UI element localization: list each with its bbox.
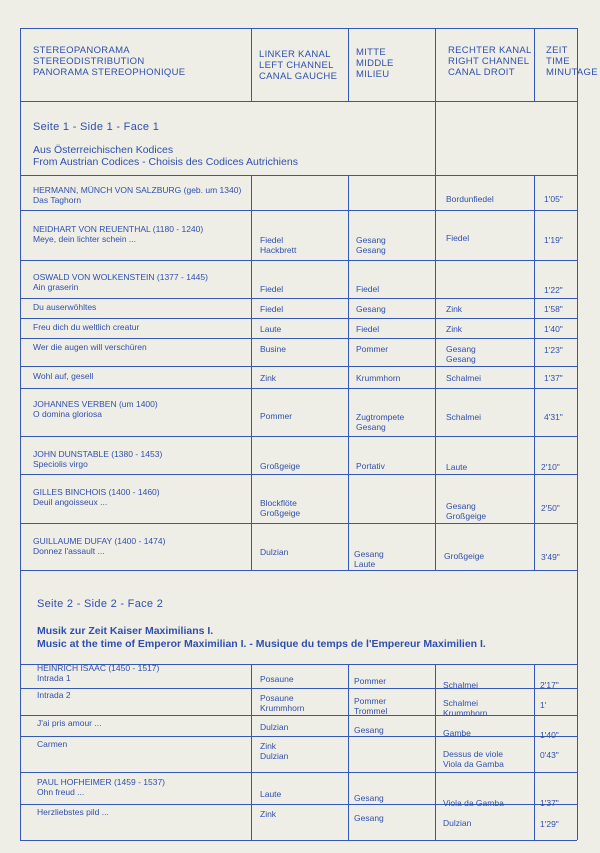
right-channel-cell: Schalmei [446,412,481,422]
rule [20,736,577,737]
rule [20,388,577,389]
duration: 1'19" [544,235,563,245]
middle-cell: Portativ [356,461,385,471]
left-channel-cell: Großgeige [260,461,301,471]
duration: 1'37" [544,373,563,383]
middle-cell: Gesang Laute [354,549,384,569]
track-title: JOHN DUNSTABLE (1380 - 1453) Speciolis virgo [33,449,163,469]
rule [20,366,577,367]
duration: 0'43" [540,750,559,760]
side-1-heading: Seite 1 - Side 1 - Face 1 [33,121,160,133]
rule [20,436,577,437]
left-channel-cell: Laute [260,324,282,334]
header-right-channel: RECHTER KANAL RIGHT CHANNEL CANAL DROIT [448,45,532,78]
left-channel-cell: Laute [260,789,282,799]
right-channel-cell: Gambe [443,728,471,738]
middle-cell: Gesang [354,725,384,735]
rule [20,318,577,319]
duration: 2'50" [541,503,560,513]
header-title: STEREOPANORAMA STEREODISTRIBUTION PANORAMA STEREOPHONIQUE [33,45,186,78]
left-channel-cell: Dulzian [260,722,289,732]
left-channel-cell: Dulzian [260,547,289,557]
track-title: Freu dich du weltlich creatur [33,322,140,332]
middle-cell: Gesang [354,813,384,823]
rule-top [20,28,577,29]
rule-col [534,664,535,840]
duration: 2'17" [540,680,559,690]
track-title: HERMANN, MÜNCH VON SALZBURG (geb. um 1340) Das Taghorn [33,185,242,205]
side-2-subtitle: Musik zur Zeit Kaiser Maximilians I. Music at the time of Emperor Maximilian I. - Musique du temps de l'Empereur Maximilien I. [37,625,486,650]
left-channel-cell: Busine [260,344,286,354]
right-channel-cell: Dulzian [443,818,472,828]
rule-left [20,28,21,840]
rule-col [435,28,436,570]
rule-col [251,664,252,840]
duration: 1'58" [544,304,563,314]
duration: 1'40" [544,324,563,334]
header-middle: MITTE MIDDLE MILIEU [356,47,394,80]
middle-cell: Pommer [356,344,389,354]
duration: 3'49" [541,552,560,562]
rule [20,688,577,689]
rule [20,210,577,211]
rule-col [348,175,349,570]
rule [20,175,577,176]
right-channel-cell: Gesang Großgeige [446,501,487,521]
left-channel-cell: Pommer [260,411,293,421]
middle-cell: Gesang Gesang [356,235,386,255]
track-title: GILLES BINCHOIS (1400 - 1460) Deuil angoisseux ... [33,487,160,507]
left-channel-cell: Fiedel Hackbrett [260,235,297,255]
middle-cell: Pommer [354,676,387,686]
rule-bottom [20,840,577,841]
middle-cell: Gesang [356,304,386,314]
duration: 1'23" [544,345,563,355]
left-channel-cell: Zink [260,373,277,383]
middle-cell: Pommer Trommel [354,696,388,716]
rule [20,570,577,571]
duration: 1'05" [544,194,563,204]
track-title: JOHANNES VERBEN (um 1400) O domina gloriosa [33,399,158,419]
middle-cell: Gesang [354,793,384,803]
track-title: NEIDHART VON REUENTHAL (1180 - 1240) Meye, dein lichter schein ... [33,224,204,244]
middle-cell: Krummhorn [356,373,401,383]
header-left-channel: LINKER KANAL LEFT CHANNEL CANAL GAUCHE [259,49,338,82]
rule-col [435,664,436,840]
track-title: GUILLAUME DUFAY (1400 - 1474) Donnez l'assault ... [33,536,166,556]
right-channel-cell: Großgeige [444,551,485,561]
right-channel-cell: Schalmei [446,373,481,383]
rule-col [534,175,535,570]
duration: 1' [540,700,547,710]
right-channel-cell: Zink [446,324,463,334]
left-channel-cell: Posaune [260,674,294,684]
track-title: Carmen [37,739,68,749]
rule-right [577,28,578,840]
right-channel-cell: Bordunfiedel [446,194,494,204]
rule-col [348,664,349,840]
rule [20,474,577,475]
duration: 4'31" [544,412,563,422]
left-channel-cell: Fiedel [260,304,284,314]
duration: 1'40" [540,730,559,740]
rule [20,523,577,524]
rule-col [251,28,252,101]
track-title: Wer die augen will verschüren [33,342,147,352]
rule [20,338,577,339]
left-channel-cell: Blockflöte Großgeige [260,498,301,518]
middle-cell: Fiedel [356,284,380,294]
track-title: HEINRICH ISAAC (1450 - 1517) Intrada 1 [37,663,160,683]
left-channel-cell: Zink [260,809,277,819]
right-channel-cell: Schalmei [443,680,478,690]
side-2-heading: Seite 2 - Side 2 - Face 2 [37,598,164,610]
rule-header-bottom [20,101,577,102]
right-channel-cell: Zink [446,304,463,314]
duration: 2'10" [541,462,560,472]
right-channel-cell: Fiedel [446,233,470,243]
rule-col [534,28,535,101]
track-title: J'ai pris amour ... [37,718,102,728]
track-title: Wohl auf, gesell [33,371,94,381]
middle-cell: Fiedel [356,324,380,334]
left-channel-cell: Zink Dulzian [260,741,289,761]
left-channel-cell: Fiedel [260,284,284,294]
side-1-subtitle: Aus Österreichischen Kodices From Austrian Codices - Choisis des Codices Autrichiens [33,144,298,168]
right-channel-cell: Gesang Gesang [446,344,476,364]
left-channel-cell: Posaune Krummhorn [260,693,305,713]
right-channel-cell: Laute [446,462,468,472]
track-title: OSWALD VON WOLKENSTEIN (1377 - 1445) Ain graserin [33,272,208,292]
right-channel-cell: Viola da Gamba [443,798,504,808]
track-title: Du auserwöhltes [33,302,97,312]
rule [20,715,577,716]
right-channel-cell: Dessus de viole Viola da Gamba [443,749,504,769]
track-title: Intrada 2 [37,690,71,700]
rule [20,298,577,299]
rule [20,772,577,773]
right-channel-cell: Schalmei Krummhorn [443,698,488,718]
middle-cell: Zugtrompete Gesang [356,412,405,432]
track-title: PAUL HOFHEIMER (1459 - 1537) Ohn freud ... [37,777,166,797]
rule-col [251,175,252,570]
duration: 1'29" [540,819,559,829]
rule [20,260,577,261]
duration: 1'22" [544,285,563,295]
duration: 1'37" [540,798,559,808]
rule-col [348,28,349,101]
header-time: ZEIT TIME MINUTAGE [546,45,598,78]
track-title: Herzliebstes pild ... [37,807,109,817]
